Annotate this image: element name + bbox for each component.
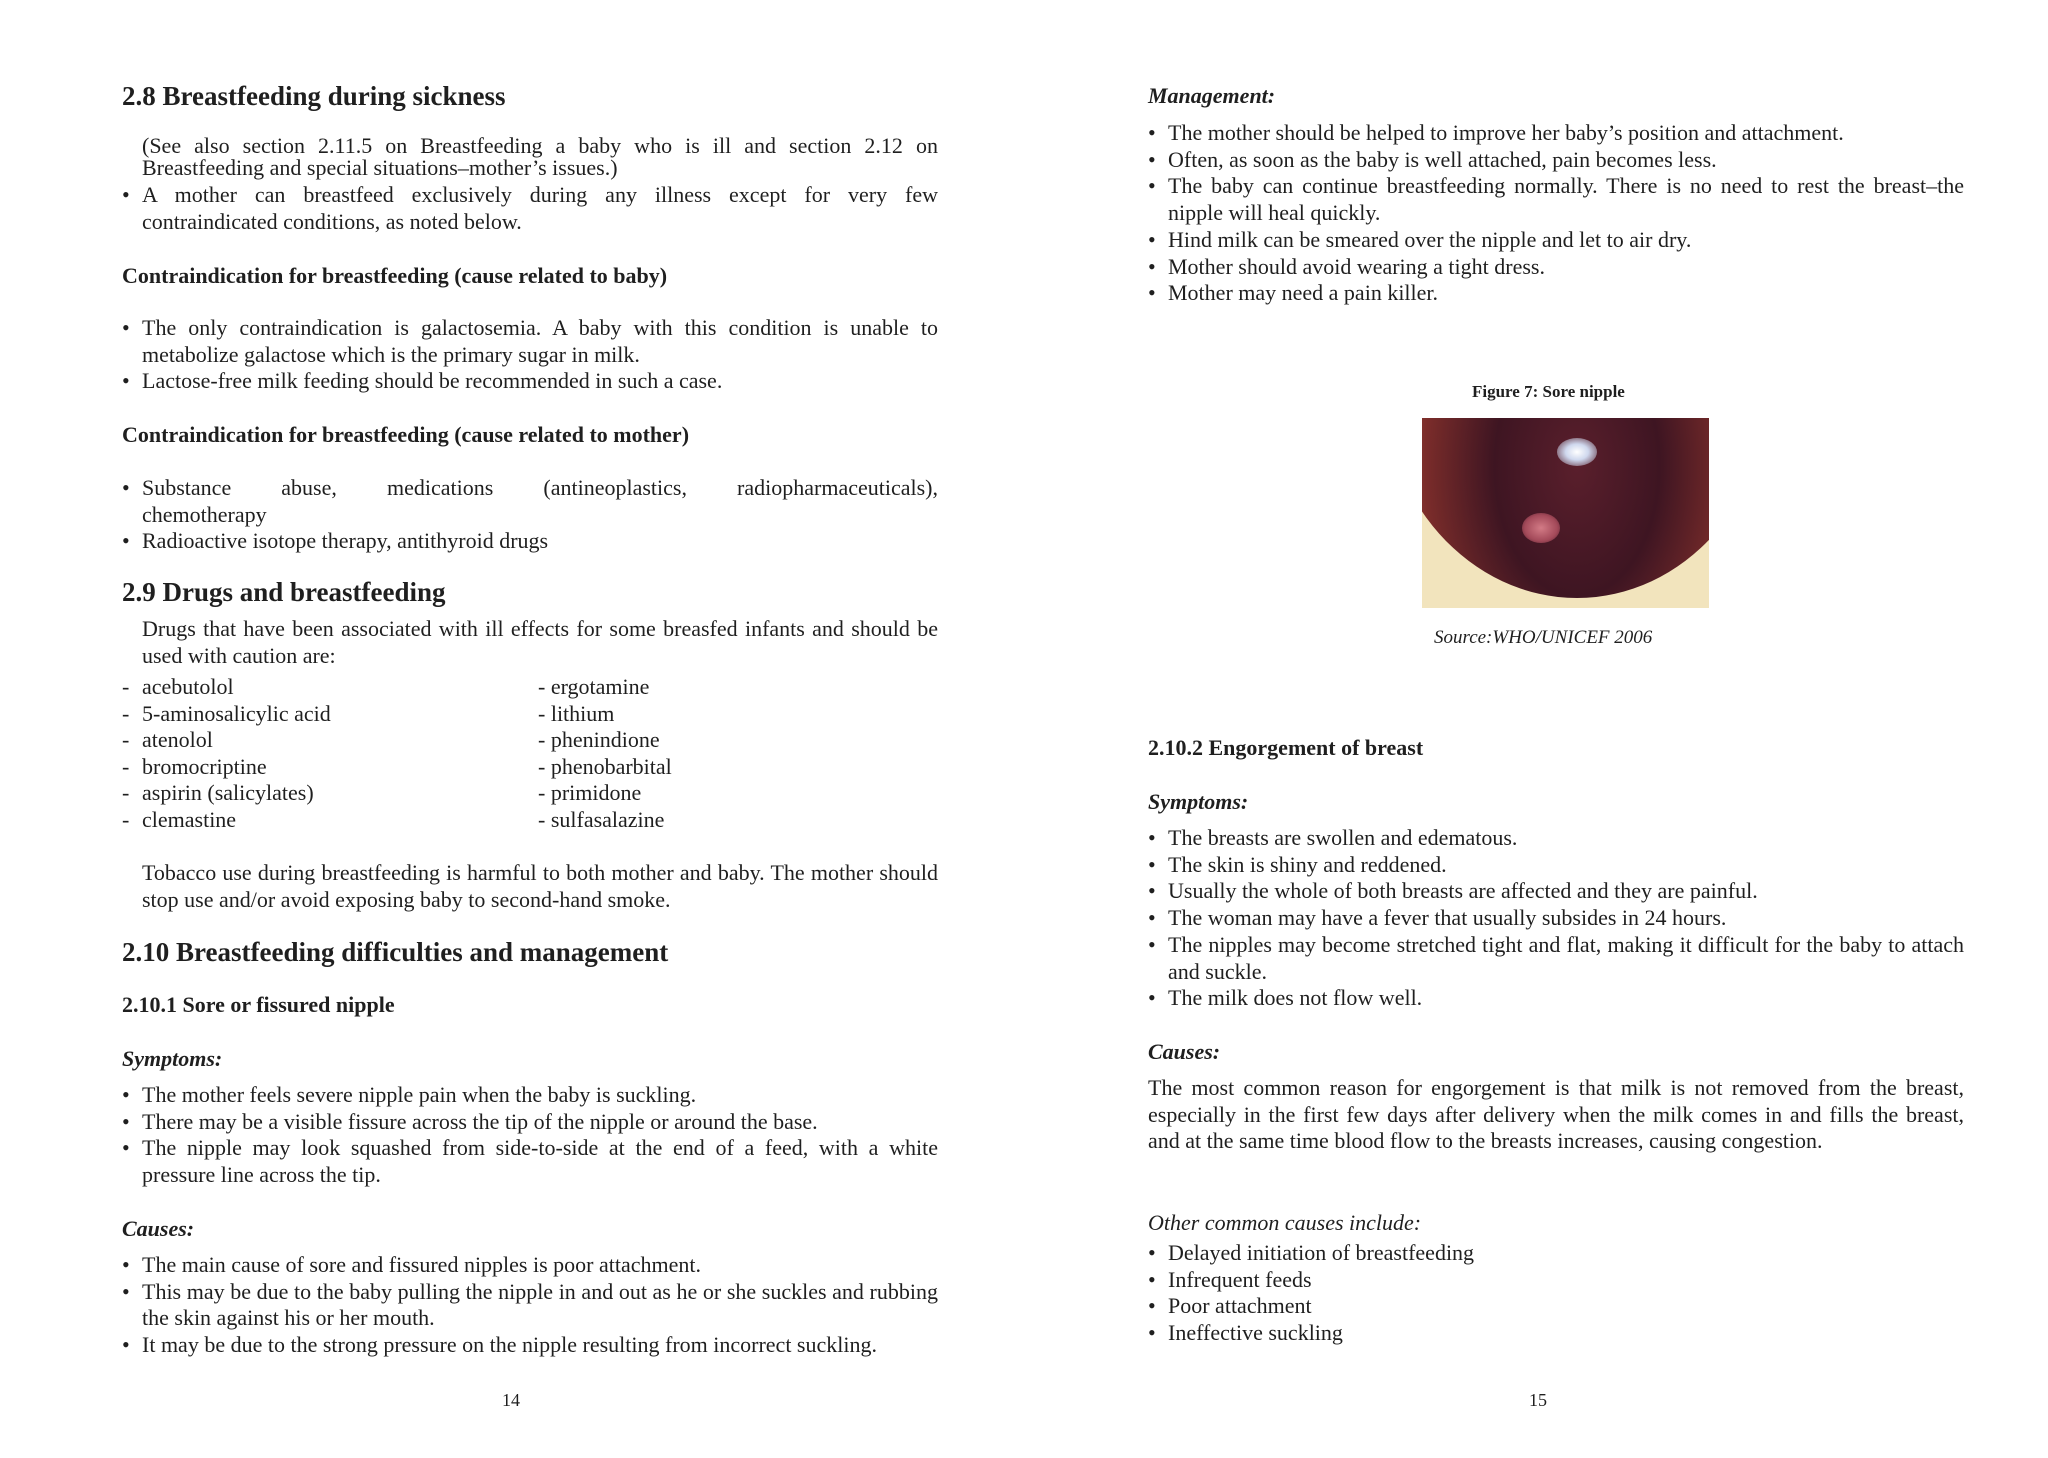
engorgement-causes-label: Causes: [1148, 1039, 1221, 1064]
intro-line-1: (See also section 2.11.5 on Breastfeeding a baby who is ill and section 2.12 on [142, 133, 938, 158]
fissure-spot [1522, 513, 1560, 543]
mother-contraindication-list [122, 475, 938, 555]
section-2-10-heading: 2.10 Breastfeeding difficulties and management [122, 937, 669, 967]
page-number: 14 [502, 1390, 520, 1410]
other-causes-label: Other common causes include: [1148, 1210, 1422, 1235]
drug-left-5: - clemastine [122, 807, 237, 832]
list-item: • The woman may have a fever that usually subsides in 24 hours. [1148, 905, 1964, 932]
figure-caption: Figure 7: Sore nipple [1472, 382, 1625, 401]
list-item: • The baby can continue breastfeeding normally. There is no need to rest the breast–the nipple will heal quickly. [1148, 173, 1964, 226]
sore-nipple-symptoms [122, 1082, 938, 1189]
list-item: • Often, as soon as the baby is well attached, pain becomes less. [1148, 147, 1964, 174]
section-2-10-2-heading: 2.10.2 Engorgement of breast [1148, 735, 1424, 760]
drug-right-3: - phenobarbital [538, 754, 672, 779]
drug-left-4: - aspirin (salicylates) [122, 780, 314, 805]
drug-left-0: - acebutolol [122, 674, 234, 699]
baby-contraindication-list [122, 315, 938, 395]
figure-source: Source:WHO/UNICEF 2006 [1434, 627, 1653, 648]
drug-right-4: - primidone [538, 780, 642, 805]
sore-nipple-photo [1422, 418, 1709, 608]
list-item: • The skin is shiny and reddened. [1148, 852, 1964, 879]
list-item: • This may be due to the baby pulling the nipple in and out as he or she suckles and rubbing the skin against his or her mouth. [122, 1279, 938, 1332]
list-item: • A mother can breastfeed exclusively during any illness except for very few contraindicated conditions, as noted below. [122, 182, 938, 235]
management-list [1148, 120, 1964, 307]
other-causes-list [1148, 1240, 1964, 1347]
management-label: Management: [1148, 83, 1276, 108]
list-item: • It may be due to the strong pressure on the nipple resulting from incorrect suckling. [122, 1332, 938, 1359]
section-2-10-1-heading: 2.10.1 Sore or fissured nipple [122, 992, 395, 1017]
list-item: • Radioactive isotope therapy, antithyroid drugs [122, 528, 938, 555]
list-item: • There may be a visible fissure across the tip of the nipple or around the base. [122, 1109, 938, 1136]
intro-line-2: Breastfeeding and special situations–mother’s issues.) [142, 155, 618, 180]
list-item: • Poor attachment [1148, 1293, 1964, 1320]
drug-right-0: - ergotamine [538, 674, 650, 699]
list-item: • The milk does not flow well. [1148, 985, 1964, 1012]
drug-right-5: - sulfasalazine [538, 807, 665, 832]
list-item: • The mother feels severe nipple pain when the baby is suckling. [122, 1082, 938, 1109]
drug-left-3: - bromocriptine [122, 754, 267, 779]
causes-label: Causes: [122, 1216, 195, 1241]
mother-bullet-line-2: chemotherapy [142, 501, 267, 527]
section-2-8-bullets [122, 182, 938, 235]
mother-contraindication-heading: Contraindication for breastfeeding (cause related to mother) [122, 422, 690, 447]
list-item: • The breasts are swollen and edematous. [1148, 825, 1964, 852]
list-item: • Ineffective suckling [1148, 1320, 1964, 1347]
page-number: 15 [1529, 1390, 1547, 1410]
list-item: • The only contraindication is galactosemia. A baby with this condition is unable to metabolize galactose which is the primary sugar in milk. [122, 315, 938, 368]
light-reflection [1557, 438, 1597, 466]
list-item: • The nipple may look squashed from side-to-side at the end of a feed, with a white pressure line across the tip. [122, 1135, 938, 1188]
symptoms-label: Symptoms: [122, 1046, 223, 1071]
tobacco-paragraph: Tobacco use during breastfeeding is harmful to both mother and baby. The mother should stop use and/or avoid exposing baby to second-hand smoke. [142, 860, 938, 912]
baby-contraindication-heading: Contraindication for breastfeeding (cause related to baby) [122, 263, 668, 288]
section-2-9-heading: 2.9 Drugs and breastfeeding [122, 577, 446, 607]
section-2-8-heading: 2.8 Breastfeeding during sickness [122, 81, 506, 111]
engorgement-symptoms-label: Symptoms: [1148, 789, 1249, 814]
engorgement-symptoms [1148, 825, 1964, 1012]
list-item: • Hind milk can be smeared over the nipple and let to air dry. [1148, 227, 1964, 254]
drug-left-1: - 5-aminosalicylic acid [122, 701, 331, 726]
section-2-8-intro [142, 135, 938, 179]
list-item: • The main cause of sore and fissured nipples is poor attachment. [122, 1252, 938, 1279]
list-item: • Lactose-free milk feeding should be recommended in such a case. [122, 368, 938, 395]
drug-right-2: - phenindione [538, 727, 660, 752]
drug-left-2: - atenolol [122, 727, 213, 752]
list-item: • Mother should avoid wearing a tight dress. [1148, 254, 1964, 281]
list-item: • Delayed initiation of breastfeeding [1148, 1240, 1964, 1267]
sore-nipple-causes [122, 1252, 938, 1359]
list-item [122, 475, 938, 528]
mother-bullet-line-1: • Substance abuse, medications (antineoplastics, radiopharmaceuticals), [142, 475, 938, 500]
drugs-intro: Drugs that have been associated with ill effects for some breasfed infants and should be used with caution are: [142, 616, 938, 668]
list-item: • Usually the whole of both breasts are affected and they are painful. [1148, 878, 1964, 905]
list-item: • The nipples may become stretched tight and flat, making it difficult for the baby to attach and suckle. [1148, 932, 1964, 985]
right-page [1024, 0, 2048, 1458]
list-item: • Infrequent feeds [1148, 1267, 1964, 1294]
list-item: • The mother should be helped to improve her baby’s position and attachment. [1148, 120, 1964, 147]
drug-right-1: - lithium [538, 701, 615, 726]
engorgement-causes-paragraph: The most common reason for engorgement is that milk is not removed from the breast, especially in the first few days after delivery when the milk comes in and fills the breast, and at the same time blood flow to the breasts increases, causing congestion. [1148, 1075, 1964, 1154]
list-item: • Mother may need a pain killer. [1148, 280, 1964, 307]
